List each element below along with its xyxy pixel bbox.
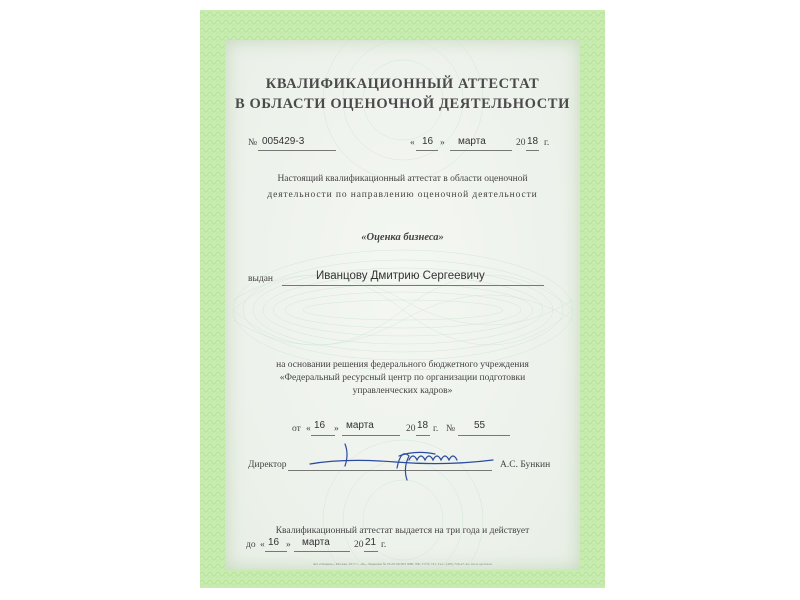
decision-number-underline bbox=[458, 435, 510, 436]
guilloche-background bbox=[225, 40, 580, 570]
intro-line1: Настоящий квалификационный аттестат в области оценочной bbox=[277, 174, 528, 184]
issue-quote-open: « bbox=[410, 138, 415, 148]
decision-year-label: г. bbox=[433, 424, 439, 434]
issue-year-underline bbox=[526, 150, 539, 151]
validity-month: марта bbox=[302, 537, 330, 548]
decision-year-underline bbox=[416, 435, 430, 436]
decision-quote-open: « bbox=[306, 424, 311, 434]
validity-day-underline bbox=[265, 551, 287, 552]
decision-number: 55 bbox=[474, 420, 486, 431]
decision-number-label: № bbox=[446, 424, 456, 434]
issue-month-underline bbox=[450, 150, 512, 151]
direction: «Оценка бизнеса» bbox=[361, 232, 444, 243]
decision-year-suffix: 18 bbox=[417, 420, 429, 431]
certificate-sheet bbox=[200, 10, 605, 588]
validity-quote-open: « bbox=[260, 540, 265, 550]
validity-month-underline bbox=[294, 551, 350, 552]
certificate-title-line1: КВАЛИФИКАЦИОННЫЙ АТТЕСТАТ bbox=[265, 76, 540, 92]
certificate-number: 005429-3 bbox=[262, 136, 305, 147]
holder-name: Иванцову Дмитрию Сергеевичу bbox=[316, 270, 485, 282]
number-label: № bbox=[248, 138, 258, 148]
decision-month-underline bbox=[342, 435, 400, 436]
decision-day: 16 bbox=[314, 420, 326, 431]
decision-month: марта bbox=[346, 420, 374, 431]
certificate-title-line2: В ОБЛАСТИ ОЦЕНОЧНОЙ ДЕЯТЕЛЬНОСТИ bbox=[235, 96, 570, 112]
issue-year-prefix: 20 bbox=[516, 138, 526, 148]
decision-from-label: от bbox=[292, 424, 301, 434]
issued-label: выдан bbox=[248, 274, 274, 284]
validity-line1: Квалификационный аттестат выдается на три года и действует bbox=[275, 526, 530, 536]
decision-quote-close: » bbox=[334, 424, 339, 434]
validity-quote-close: » bbox=[286, 540, 291, 550]
issue-day: 16 bbox=[422, 136, 434, 147]
issue-year-label: г. bbox=[544, 138, 550, 148]
validity-until-label: до bbox=[246, 540, 256, 550]
intro-line2: деятельности по направлению оценочной деятельности bbox=[267, 190, 538, 200]
director-label: Директор bbox=[248, 460, 287, 470]
number-underline bbox=[258, 150, 336, 151]
validity-day: 16 bbox=[268, 537, 280, 548]
validity-year-prefix: 20 bbox=[354, 540, 364, 550]
holder-underline bbox=[282, 285, 544, 286]
director-name: А.С. Бункин bbox=[500, 460, 551, 470]
issue-day-underline bbox=[416, 150, 438, 151]
basis-line3: управленческих кадров» bbox=[352, 386, 453, 396]
basis-line1: на основании решения федерального бюджетного учреждения bbox=[276, 360, 529, 370]
issue-quote-close: » bbox=[440, 138, 445, 148]
decision-year-prefix: 20 bbox=[406, 424, 416, 434]
issue-year-suffix: 18 bbox=[527, 136, 539, 147]
decision-day-underline bbox=[311, 435, 335, 436]
validity-year-label: г. bbox=[381, 540, 387, 550]
printer-note: АО «Опцион», Москва, 2017 г., «Б», Лицензия № 05-05-06/003 ФНС РФ, ТЗ № 741, Тел.: (495) 726-47-42, www.opcion.ru bbox=[312, 562, 493, 566]
director-signature bbox=[305, 438, 495, 482]
basis-line2: «Федеральный ресурсный центр по организации подготовки bbox=[279, 373, 526, 383]
validity-year-suffix: 21 bbox=[365, 537, 377, 548]
validity-year-underline bbox=[364, 551, 378, 552]
issue-month: марта bbox=[458, 136, 486, 147]
certificate-field bbox=[225, 40, 580, 570]
